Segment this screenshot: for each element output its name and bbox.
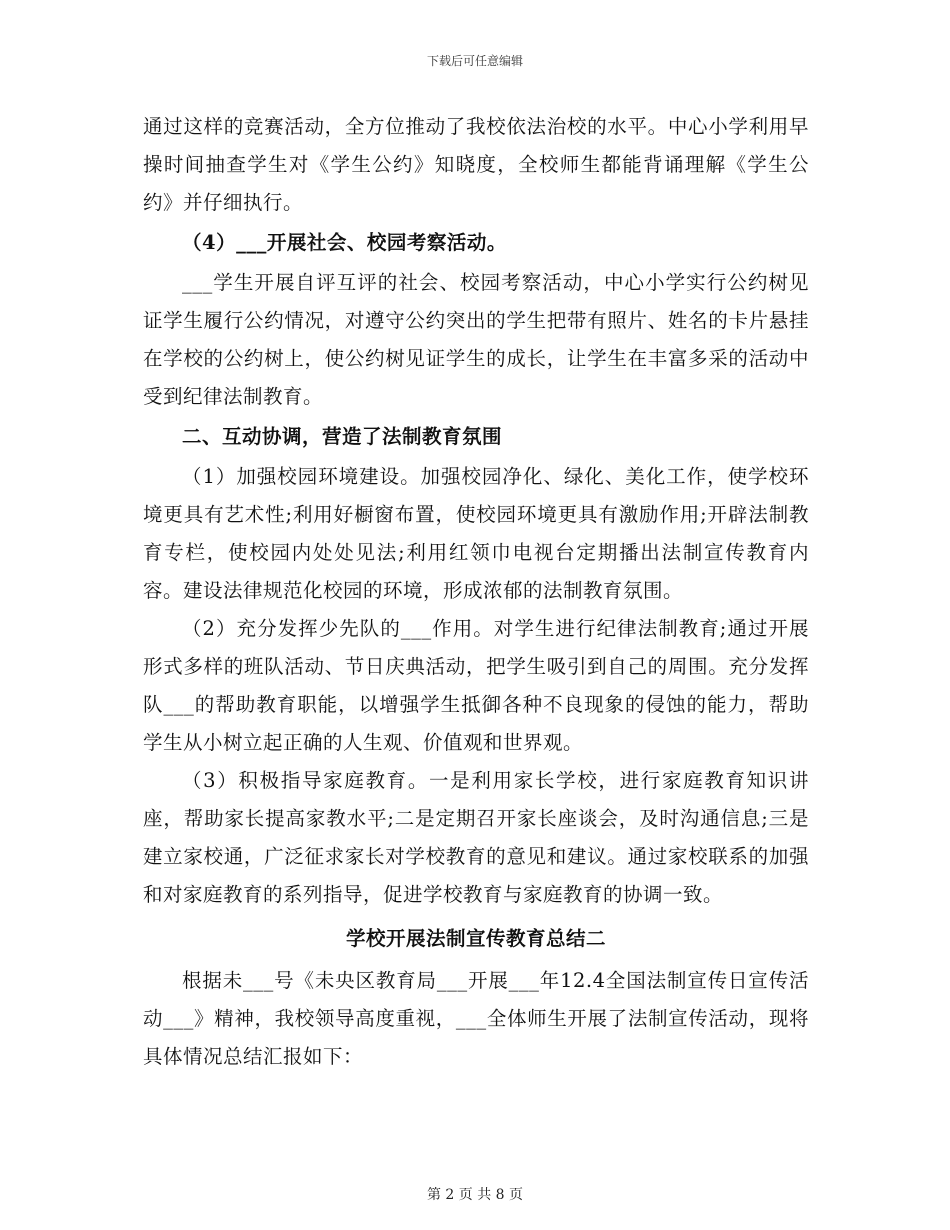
page-footer: 第 2 页 共 8 页 <box>426 1187 524 1203</box>
paragraph-6: 根据未___号《未央区教育局___开展___年12.4全国法制宣传日宣传活动___》精神，我校领导高度重视，___全体师生开展了法制宣传活动，现将具体情况总结汇报如下： <box>143 969 809 1068</box>
paragraph-4: （2）充分发挥少先队的___作用。对学生进行纪律法制教育;通过开展形式多样的班队活动、节日庆典活动，把学生吸引到自己的周围。充分发挥队___的帮助教育职能，以增强学生抵御各种不良现象的侵蚀的能力，帮助学生从小树立起正确的人生观、价值观和世界观。 <box>143 617 809 754</box>
page-header: 下载后可任意编辑 <box>426 54 523 68</box>
document-body <box>143 108 809 1076</box>
document-title-2: 学校开展法制宣传教育总结二 <box>345 927 606 950</box>
paragraph-5: （3）积极指导家庭教育。一是利用家长学校，进行家庭教育知识讲座，帮助家长提高家教水平;二是定期召开家长座谈会，及时沟通信息;三是建立家校通，广泛征求家长对学校教育的意见和建议。通过家校联系的加强和对家庭教育的系列指导，促进学校教育与家庭教育的协调一致。 <box>143 769 809 906</box>
paragraph-1: 通过这样的竞赛活动，全方位推动了我校依法治校的水平。中心小学利用早操时间抽查学生对《学生公约》知晓度，全校师生都能背诵理解《学生公约》并仔细执行。 <box>143 115 809 214</box>
paragraph-3: （1）加强校园环境建设。加强校园净化、绿化、美化工作，使学校环境更具有艺术性;利用好橱窗布置，使校园环境更具有激励作用;开辟法制教育专栏，使校园内处处见法;利用红领巾电视台定期播出法制宣传教育内容。建设法律规范化校园的环境，形成浓郁的法制教育氛围。 <box>143 465 809 602</box>
section-heading-2: 二、互动协调，营造了法制教育氛围 <box>182 425 503 448</box>
subheading-4: （4）___开展社会、校园考察活动。 <box>182 231 507 254</box>
paragraph-2: ___学生开展自评互评的社会、校园考察活动，中心小学实行公约树见证学生履行公约情况，对遵守公约突出的学生把带有照片、姓名的卡片悬挂在学校的公约树上，使公约树见证学生的成长，让学生在丰富多采的活动中受到纪律法制教育。 <box>143 271 809 408</box>
